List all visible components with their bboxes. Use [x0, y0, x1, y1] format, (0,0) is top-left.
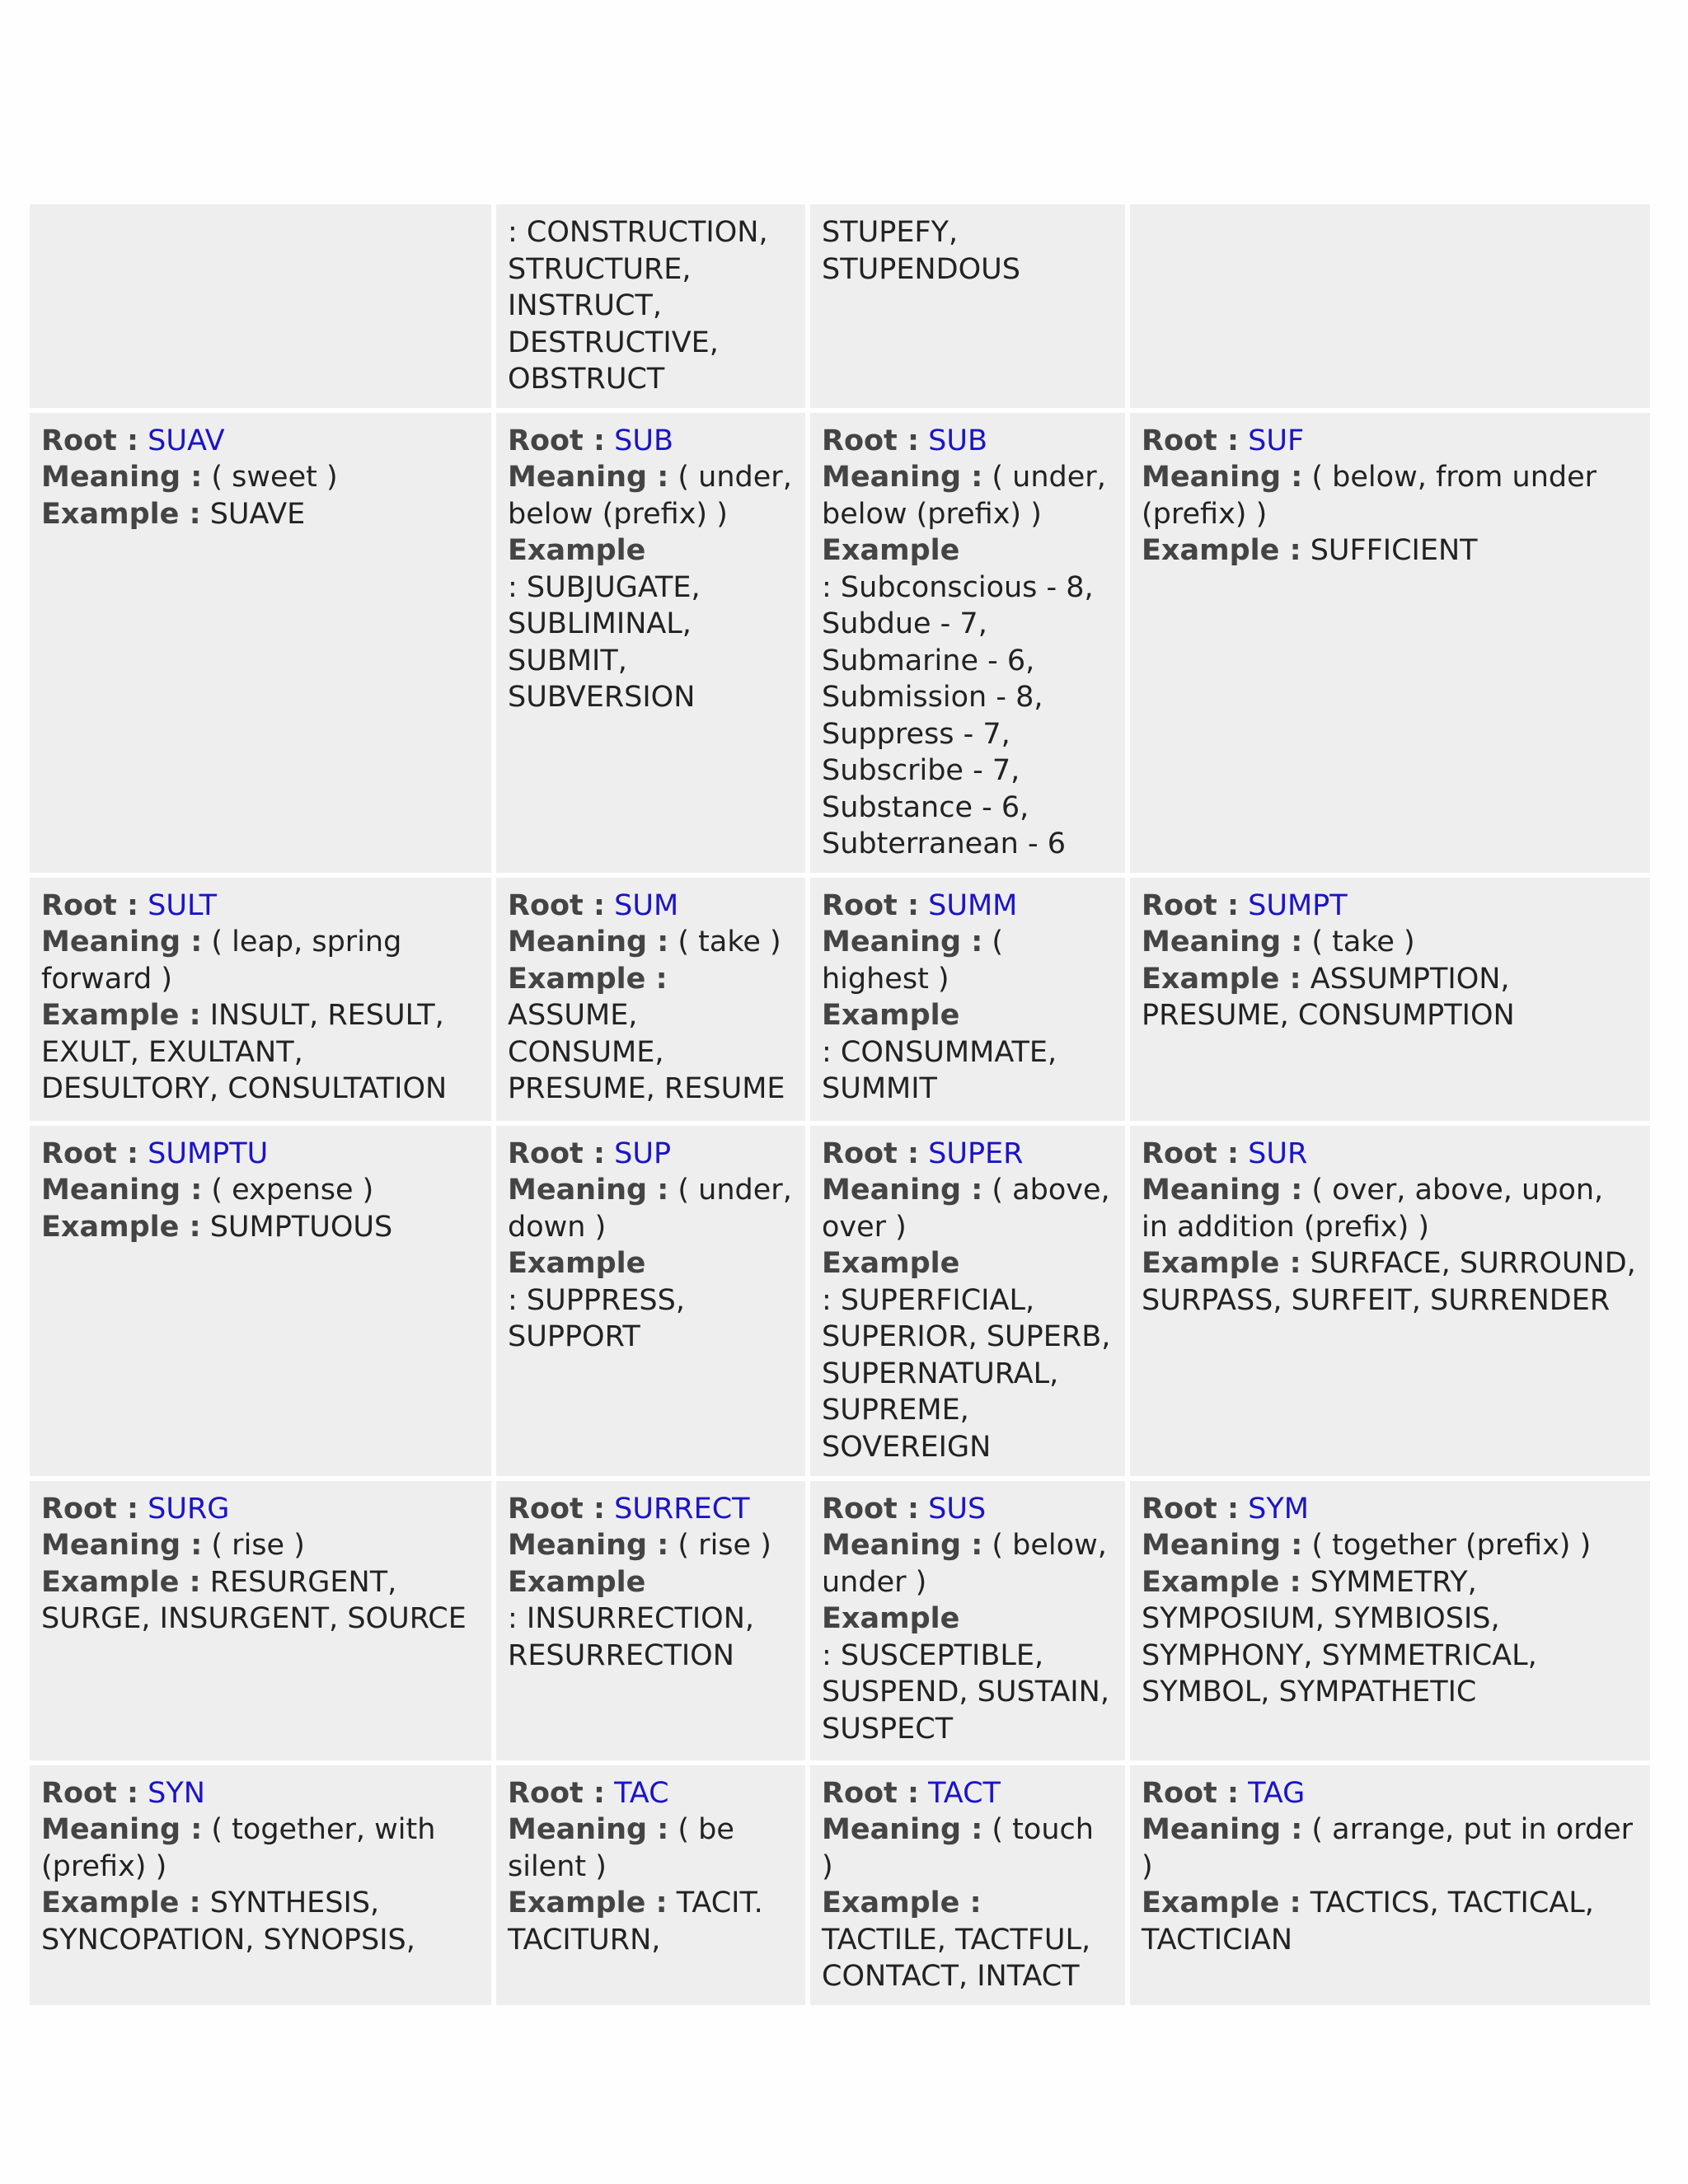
root-line — [822, 888, 1114, 925]
example-line — [41, 496, 480, 533]
table-cell — [1130, 204, 1650, 408]
root-line — [41, 1775, 480, 1812]
root-entry-cell — [810, 878, 1125, 1121]
root-label: Root — [508, 888, 584, 922]
separator: : — [907, 424, 919, 457]
root-entry-cell — [810, 1126, 1125, 1476]
root-label: Root — [1142, 1492, 1217, 1526]
root-entry-cell — [30, 1126, 491, 1476]
root-line — [1142, 1491, 1639, 1528]
example-value: SYNTHESIS, SYNCOPATION, SYNOPSIS, — [41, 1886, 415, 1957]
table-cell — [30, 204, 491, 408]
root-entry-cell — [30, 878, 491, 1121]
separator: : — [593, 1492, 605, 1526]
root-entry-cell — [496, 1126, 805, 1476]
root-line — [822, 1491, 1114, 1528]
example-value: ASSUMPTION, PRESUME, CONSUMPTION — [1142, 962, 1515, 1032]
separator: : — [907, 1137, 919, 1170]
meaning-value: ( rise ) — [678, 1529, 771, 1562]
separator: : — [1289, 534, 1301, 567]
separator: : — [189, 1886, 201, 1919]
separator: : — [593, 1137, 605, 1170]
root-value: SUF — [1248, 424, 1305, 457]
separator: : — [190, 926, 203, 958]
example-line — [822, 532, 1114, 863]
separator: : — [907, 1492, 919, 1526]
root-entry-cell — [30, 1765, 491, 2005]
root-label: Root — [41, 1137, 117, 1170]
meaning-line — [1142, 1811, 1639, 1885]
example-value: ASSUME, CONSUME, PRESUME, RESUME — [508, 999, 785, 1105]
meaning-label: Meaning — [1142, 1529, 1282, 1562]
meaning-line — [822, 1527, 1114, 1601]
table-row — [30, 1126, 1650, 1476]
example-line — [508, 1885, 794, 1958]
meaning-line — [508, 1811, 794, 1885]
root-label: Root — [508, 1492, 584, 1526]
example-value: : SUBJUGATE, SUBLIMINAL, SUBMIT, SUBVERSION — [508, 570, 701, 714]
word-roots-page — [30, 199, 1658, 2010]
meaning-line — [1142, 1527, 1639, 1564]
separator: : — [189, 1565, 201, 1599]
meaning-value: ( take ) — [678, 926, 781, 958]
meaning-label: Meaning — [822, 1174, 962, 1207]
meaning-line — [41, 1172, 480, 1209]
meaning-label: Meaning — [1142, 1174, 1282, 1207]
root-line — [508, 1136, 794, 1173]
separator: : — [657, 1813, 669, 1846]
root-label: Root — [822, 1776, 898, 1810]
example-line — [508, 1564, 794, 1675]
meaning-line — [508, 1172, 794, 1245]
example-continuation: STUPEFY, STUPENDOUS — [822, 216, 1020, 286]
example-label: Example — [822, 999, 960, 1032]
example-line — [1142, 961, 1639, 1034]
table-row — [30, 1765, 1650, 2005]
table-cell — [810, 204, 1125, 408]
example-line — [822, 997, 1114, 1108]
separator: : — [189, 999, 201, 1032]
separator: : — [971, 926, 983, 958]
root-entry-cell — [810, 413, 1125, 873]
example-value: TACIT. TACITURN, — [508, 1886, 763, 1957]
meaning-value: ( touch ) — [822, 1813, 1094, 1883]
separator: : — [971, 1529, 983, 1562]
root-value: SUAV — [148, 424, 225, 457]
example-label: Example — [1142, 1886, 1280, 1919]
example-label: Example — [1142, 1565, 1280, 1599]
root-line — [1142, 423, 1639, 460]
example-value: TACTICS, TACTICAL, TACTICIAN — [1142, 1886, 1594, 1957]
example-value: INSULT, RESULT, EXULT, EXULTANT, DESULTORY, CONSULTATION — [41, 999, 448, 1105]
root-label: Root — [508, 424, 584, 457]
root-entry-cell — [30, 1481, 491, 1760]
example-label: Example — [508, 1886, 646, 1919]
root-label: Root — [41, 424, 117, 457]
separator: : — [1291, 1529, 1303, 1562]
meaning-label: Meaning — [1142, 461, 1282, 494]
separator: : — [126, 424, 138, 457]
meaning-line — [822, 1172, 1114, 1245]
meaning-line — [41, 1811, 480, 1885]
separator: : — [1291, 461, 1303, 494]
root-line — [1142, 1775, 1639, 1812]
root-line — [1142, 1136, 1639, 1173]
root-label: Root — [822, 888, 898, 922]
separator: : — [1226, 1492, 1239, 1526]
root-label: Root — [822, 1492, 898, 1526]
meaning-label: Meaning — [1142, 1813, 1282, 1846]
example-line — [41, 1885, 480, 1958]
example-continuation: : CONSTRUCTION, STRUCTURE, INSTRUCT, DESTRUCTIVE, OBSTRUCT — [508, 216, 768, 396]
root-label: Root — [822, 424, 898, 457]
root-line — [508, 1491, 794, 1528]
word-roots-table — [25, 199, 1655, 2010]
meaning-label: Meaning — [508, 926, 648, 958]
separator: : — [657, 461, 669, 494]
example-value: SUMPTUOUS — [209, 1210, 393, 1244]
root-value: TAC — [614, 1776, 669, 1810]
separator: : — [593, 1776, 605, 1810]
separator: : — [1289, 962, 1301, 996]
meaning-label: Meaning — [822, 461, 962, 494]
example-label: Example — [1142, 1247, 1280, 1280]
example-label: Example — [41, 1886, 180, 1919]
example-value: : SUSCEPTIBLE, SUSPEND, SUSTAIN, SUSPECT — [822, 1638, 1109, 1746]
meaning-line — [41, 924, 480, 997]
example-label: Example — [822, 534, 960, 567]
separator: : — [657, 1529, 669, 1562]
meaning-line — [822, 459, 1114, 532]
meaning-value: ( under, down ) — [508, 1174, 792, 1244]
meaning-value: ( sweet ) — [211, 461, 338, 494]
root-entry-cell — [1130, 1765, 1650, 2005]
root-value: SUB — [614, 424, 673, 457]
example-label: Example — [822, 1247, 960, 1280]
separator: : — [907, 888, 919, 922]
meaning-line — [1142, 1172, 1639, 1245]
root-line — [1142, 888, 1639, 925]
example-label: Example — [1142, 534, 1280, 567]
table-cell — [496, 204, 805, 408]
root-value: SUPER — [928, 1137, 1024, 1170]
meaning-value: ( rise ) — [211, 1529, 305, 1562]
example-line — [41, 1209, 480, 1246]
separator: : — [190, 1813, 203, 1846]
root-value: SUS — [928, 1492, 987, 1526]
example-value: : SUPERFICIAL, SUPERIOR, SUPERB, SUPERNATURAL, SUPREME, SOVEREIGN — [822, 1283, 1111, 1464]
separator: : — [1226, 424, 1239, 457]
root-label: Root — [41, 1492, 117, 1526]
separator: : — [126, 888, 138, 922]
root-value: TACT — [928, 1776, 1001, 1810]
meaning-line — [41, 459, 480, 496]
root-label: Root — [1142, 1776, 1217, 1810]
example-value: SURFACE, SURROUND, SURPASS, SURFEIT, SURRENDER — [1142, 1247, 1636, 1317]
separator: : — [1289, 1565, 1301, 1599]
root-line — [508, 1775, 794, 1812]
root-line — [41, 888, 480, 925]
meaning-label: Meaning — [822, 926, 962, 958]
meaning-value: ( over, above, upon, in addition (prefix) ) — [1142, 1174, 1604, 1244]
separator: : — [655, 962, 668, 996]
root-value: SURG — [148, 1492, 230, 1526]
example-label: Example — [508, 962, 646, 996]
separator: : — [1291, 926, 1303, 958]
example-value: TACTILE, TACTFUL, CONTACT, INTACT — [822, 1923, 1091, 1993]
root-value: SUMM — [928, 888, 1018, 922]
root-value: SUMPTU — [148, 1137, 269, 1170]
example-line — [1142, 1885, 1639, 1958]
meaning-label: Meaning — [822, 1529, 962, 1562]
root-entry-cell — [496, 413, 805, 873]
meaning-line — [1142, 924, 1639, 961]
separator: : — [126, 1492, 138, 1526]
separator: : — [1291, 1813, 1303, 1846]
separator: : — [593, 424, 605, 457]
meaning-label: Meaning — [41, 1174, 181, 1207]
separator: : — [907, 1776, 919, 1810]
meaning-value: ( above, over ) — [822, 1174, 1110, 1244]
separator: : — [971, 461, 983, 494]
meaning-line — [508, 924, 794, 961]
root-entry-cell — [1130, 1126, 1650, 1476]
root-label: Root — [41, 1776, 117, 1810]
root-line — [508, 888, 794, 925]
example-label: Example — [822, 1602, 960, 1635]
root-line — [822, 423, 1114, 460]
separator: : — [1291, 1174, 1303, 1207]
separator: : — [1289, 1886, 1301, 1919]
separator: : — [657, 926, 669, 958]
meaning-label: Meaning — [41, 461, 181, 494]
meaning-value: ( below, under ) — [822, 1529, 1107, 1599]
meaning-line — [508, 459, 794, 532]
root-value: TAG — [1248, 1776, 1306, 1810]
separator: : — [1226, 1776, 1239, 1810]
example-label: Example — [508, 1565, 646, 1599]
separator: : — [1226, 888, 1239, 922]
meaning-line — [508, 1527, 794, 1564]
example-label: Example — [41, 1210, 180, 1244]
root-label: Root — [1142, 1137, 1217, 1170]
separator: : — [593, 888, 605, 922]
separator: : — [126, 1137, 138, 1170]
table-row — [30, 1481, 1650, 1760]
example-value: : INSURRECTION, RESURRECTION — [508, 1602, 755, 1672]
meaning-line — [41, 1527, 480, 1564]
table-row — [30, 204, 1650, 408]
meaning-value: ( highest ) — [822, 926, 1004, 996]
root-entry-cell — [496, 1481, 805, 1760]
example-value: SYMMETRY, SYMPOSIUM, SYMBIOSIS, SYMPHONY, SYMMETRICAL, SYMBOL, SYMPATHETIC — [1142, 1565, 1537, 1708]
example-value: : SUPPRESS, SUPPORT — [508, 1283, 685, 1353]
root-entry-cell — [30, 413, 491, 873]
separator: : — [655, 1886, 668, 1919]
meaning-label: Meaning — [508, 1174, 648, 1207]
root-value: SUM — [614, 888, 679, 922]
example-value: : Subconscious - 8, Subdue - 7, Submarine - 6, Submission - 8, Suppress - 7, Subscribe - 7, Substance - 6, Subterranean - 6 — [822, 570, 1094, 860]
separator: : — [969, 1886, 982, 1919]
example-label: Example — [41, 1565, 180, 1599]
meaning-value: ( together (prefix) ) — [1311, 1529, 1592, 1562]
root-entry-cell — [1130, 878, 1650, 1121]
example-label: Example — [41, 999, 180, 1032]
separator: : — [190, 1174, 203, 1207]
meaning-value: ( together, with (prefix) ) — [41, 1813, 436, 1883]
example-line — [822, 1601, 1114, 1747]
example-value: SUFFICIENT — [1310, 534, 1478, 567]
meaning-label: Meaning — [41, 1529, 181, 1562]
root-value: SYM — [1248, 1492, 1309, 1526]
separator: : — [971, 1813, 983, 1846]
meaning-value: ( take ) — [1311, 926, 1415, 958]
example-line — [508, 1245, 794, 1356]
separator: : — [126, 1776, 138, 1810]
example-label: Example — [508, 1247, 646, 1280]
separator: : — [657, 1174, 669, 1207]
separator: : — [189, 1210, 201, 1244]
meaning-label: Meaning — [1142, 926, 1282, 958]
root-line — [508, 423, 794, 460]
example-label: Example — [41, 497, 180, 531]
meaning-value: ( below, from under (prefix) ) — [1142, 461, 1597, 531]
example-line — [1142, 1245, 1639, 1319]
separator: : — [189, 497, 201, 531]
root-value: SYN — [148, 1776, 205, 1810]
root-label: Root — [508, 1137, 584, 1170]
root-line — [822, 1136, 1114, 1173]
example-value: SUAVE — [209, 497, 306, 531]
meaning-value: ( arrange, put in order ) — [1142, 1813, 1634, 1883]
meaning-line — [1142, 459, 1639, 532]
root-line — [41, 1136, 480, 1173]
meaning-value: ( expense ) — [211, 1174, 374, 1207]
separator: : — [1289, 1247, 1301, 1280]
root-entry-cell — [1130, 1481, 1650, 1760]
example-line — [822, 1885, 1114, 1995]
table-row — [30, 878, 1650, 1121]
example-label: Example — [822, 1886, 960, 1919]
root-label: Root — [41, 888, 117, 922]
example-line — [41, 1564, 480, 1638]
example-line — [1142, 532, 1639, 569]
meaning-line — [822, 1811, 1114, 1885]
separator: : — [1226, 1137, 1239, 1170]
example-line — [41, 997, 480, 1108]
root-line — [822, 1775, 1114, 1812]
root-label: Root — [508, 1776, 584, 1810]
root-line — [41, 1491, 480, 1528]
example-label: Example — [1142, 962, 1280, 996]
root-value: SUB — [928, 424, 987, 457]
example-line — [1142, 1564, 1639, 1711]
table-row — [30, 413, 1650, 873]
example-line — [508, 532, 794, 716]
meaning-label: Meaning — [508, 461, 648, 494]
root-value: SUP — [614, 1137, 672, 1170]
root-entry-cell — [496, 1765, 805, 2005]
root-label: Root — [1142, 424, 1217, 457]
separator: : — [190, 461, 203, 494]
example-value: : CONSUMMATE, SUMMIT — [822, 1035, 1057, 1105]
meaning-value: ( under, below (prefix) ) — [508, 461, 792, 531]
root-entry-cell — [810, 1765, 1125, 2005]
meaning-label: Meaning — [41, 1813, 181, 1846]
root-entry-cell — [810, 1481, 1125, 1760]
root-value: SULT — [148, 888, 218, 922]
meaning-label: Meaning — [508, 1813, 648, 1846]
root-value: SUR — [1248, 1137, 1308, 1170]
separator: : — [190, 1529, 203, 1562]
example-line — [508, 961, 794, 1108]
meaning-value: ( be silent ) — [508, 1813, 734, 1883]
meaning-label: Meaning — [822, 1813, 962, 1846]
root-label: Root — [1142, 888, 1217, 922]
separator: : — [971, 1174, 983, 1207]
example-value: RESURGENT, SURGE, INSURGENT, SOURCE — [41, 1565, 467, 1635]
example-label: Example — [508, 534, 646, 567]
root-line — [41, 423, 480, 460]
meaning-label: Meaning — [41, 926, 181, 958]
meaning-label: Meaning — [508, 1529, 648, 1562]
meaning-line — [822, 924, 1114, 997]
meaning-value: ( leap, spring forward ) — [41, 926, 402, 996]
root-entry-cell — [1130, 413, 1650, 873]
root-label: Root — [822, 1137, 898, 1170]
root-value: SUMPT — [1248, 888, 1348, 922]
root-value: SURRECT — [614, 1492, 750, 1526]
meaning-value: ( under, below (prefix) ) — [822, 461, 1106, 531]
example-line — [822, 1245, 1114, 1465]
root-entry-cell — [496, 878, 805, 1121]
